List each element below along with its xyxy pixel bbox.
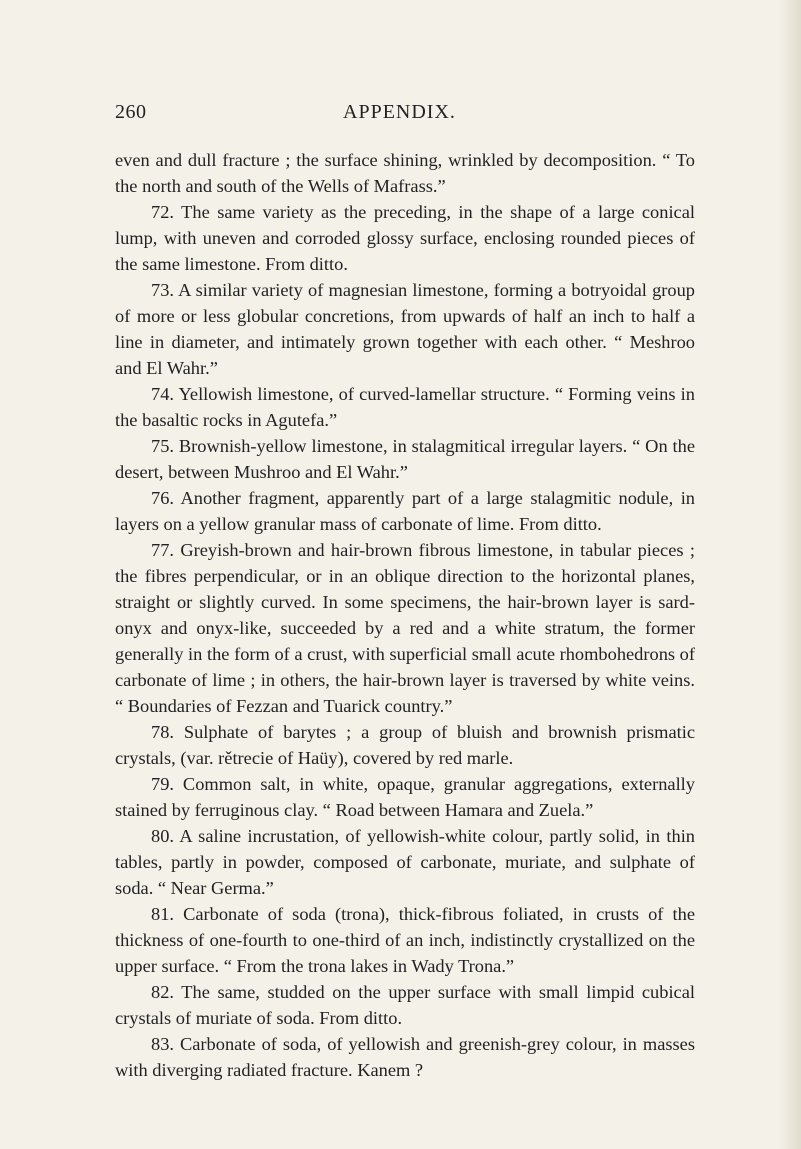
page-edge-shadow [779,0,801,1149]
entry-75: 75. Brownish-yellow limestone, in stalagmitical irregular layers. “ On the desert, between Mushroo and El Wahr.” [115,436,695,482]
entry-79: 79. Common salt, in white, opaque, granular aggregations, externally stained by ferruginous clay. “ Road between Hamara and Zuela.” [115,774,695,820]
running-head: APPENDIX. [343,101,456,123]
entry-73: 73. A similar variety of magnesian limestone, forming a botryoidal group of more or less globular concretions, from upwards of half an inch to half a line in diameter, and intimately grown together with each other. “ Meshroo and El Wahr.” [115,280,695,378]
entry-82: 82. The same, studded on the upper surface with small limpid cubical crystals of muriate of soda. From ditto. [115,982,695,1028]
entry-72: 72. The same variety as the preceding, in the shape of a large conical lump, with uneven and corroded glossy surface, enclosing rounded pieces of the same limestone. From ditto. [115,202,695,274]
entry-76: 76. Another fragment, apparently part of a large stalagmitic nodule, in layers on a yellow granular mass of carbonate of lime. From ditto. [115,488,695,534]
entry-77: 77. Greyish-brown and hair-brown fibrous limestone, in tabular pieces ; the fibres perpendicular, or in an oblique direction to the horizontal planes, straight or slightly curved. In some specimens, the hair-brown layer is sard-onyx and onyx-like, succeeded by a red and a white stratum, the former generally in the form of a crust, with superficial small acute rhombohedrons of carbonate of lime ; in others, the hair-brown layer is traversed by white veins. “ Boundaries of Fezzan and Tuarick country.” [115,540,695,716]
page-header [115,101,670,131]
entry-83: 83. Carbonate of soda, of yellowish and greenish-grey colour, in masses with diverging radiated fracture. Kanem ? [115,1034,695,1080]
page-number: 260 [115,101,147,123]
paragraph-continuation: even and dull fracture ; the surface shining, wrinkled by decomposition. “ To the north and south of the Wells of Mafrass.” [115,150,695,196]
entry-74: 74. Yellowish limestone, of curved-lamellar structure. “ Forming veins in the basaltic rocks in Agutefa.” [115,384,695,430]
entry-80: 80. A saline incrustation, of yellowish-white colour, partly solid, in thin tables, partly in powder, composed of carbonate, muriate, and sulphate of soda. “ Near Germa.” [115,826,695,898]
entry-78: 78. Sulphate of barytes ; a group of bluish and brownish prismatic crystals, (var. rětrecie of Haüy), covered by red marle. [115,722,695,768]
entry-81: 81. Carbonate of soda (trona), thick-fibrous foliated, in crusts of the thickness of one-fourth to one-third of an inch, indistinctly crystallized on the upper surface. “ From the trona lakes in Wady Trona.” [115,904,695,976]
body-text [115,147,695,1083]
